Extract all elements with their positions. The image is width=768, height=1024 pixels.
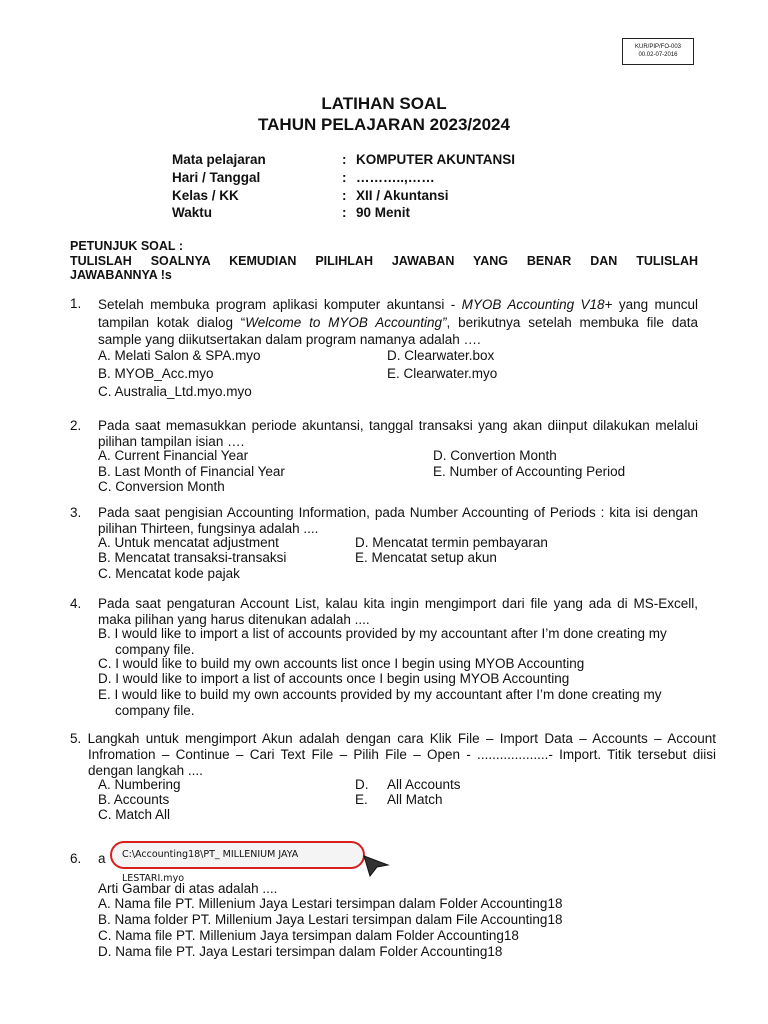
question-1-option-b: B. MYOB_Acc.myo: [98, 366, 214, 381]
document-revision-date: 00.02-07-2016: [638, 52, 678, 58]
meta-label-date: Hari / Tanggal: [172, 170, 261, 185]
question-6-text: Arti Gambar di atas adalah ....: [98, 881, 278, 896]
instructions-heading: PETUNJUK SOAL :: [70, 239, 183, 253]
question-5-option-d-text: All Accounts: [387, 777, 461, 792]
question-2-option-c: C. Conversion Month: [98, 479, 225, 494]
document-code: KUR/PIP/FO-003: [634, 44, 681, 50]
meta-colon: :: [342, 152, 347, 167]
question-5-option-c: C. Match All: [98, 807, 171, 822]
question-5-text: 5. Langkah untuk mengimport Akun adalah dengan cara Klik File – Import Data – Accounts – Account Infromation – Continue – Cari Text File – Pilih File – Open - ...................- Import. Titik tersebut diisi dengan langkah ....: [70, 731, 716, 778]
question-2-option-d: D. Convertion Month: [433, 448, 557, 463]
question-4-option-d: D. I would like to import a list of accounts once I begin using MYOB Accounting: [98, 671, 570, 686]
question-5-option-b: B. Accounts: [98, 792, 170, 807]
question-4-option-b: B. I would like to import a list of accounts provided by my accountant after I’m done creating my company file.: [98, 626, 667, 657]
question-1-number: 1.: [70, 296, 82, 311]
question-4-text: Pada saat pengaturan Account List, kalau kita ingin mengimport dari file yang ada di MS-Excell, maka pilihan yang harus ditenukan adalah ....: [98, 596, 698, 627]
question-1-text-part: Setelah membuka program aplikasi komputer akuntansi -: [98, 297, 462, 312]
mouse-pointer-icon: [362, 852, 392, 878]
document-code-box: [622, 38, 694, 65]
question-3-option-c: C. Mencatat kode pajak: [98, 566, 240, 581]
question-5-option-a: A. Numbering: [98, 777, 181, 792]
question-1-text-italic: MYOB Accounting V18+: [461, 297, 613, 312]
question-2-number: 2.: [70, 418, 82, 433]
question-3-text: Pada saat pengisian Accounting Information, pada Number Accounting of Periods : kita isi dengan pilihan Thirteen, fungsinya adalah ....: [98, 505, 698, 536]
meta-value-time: 90 Menit: [356, 205, 411, 220]
question-6-option-d: D. Nama file PT. Jaya Lestari tersimpan dalam Folder Accounting18: [98, 944, 503, 959]
meta-label-time: Waktu: [172, 205, 212, 220]
question-5-option-e-text: All Match: [387, 792, 443, 807]
question-3-number: 3.: [70, 505, 82, 520]
meta-colon: :: [342, 170, 347, 185]
meta-colon: :: [342, 205, 347, 220]
question-1-text-part: yang muncul tampilan kotak dialog “: [98, 297, 699, 330]
question-3-option-b: B. Mencatat transaksi-transaksi: [98, 550, 287, 565]
question-5-option-d-letter: D.: [355, 777, 369, 792]
question-4-option-e: E. I would like to build my own accounts provided by my accountant after I’m done creating my company file.: [98, 687, 662, 718]
question-3-option-a: A. Untuk mencatat adjustment: [98, 535, 279, 550]
meta-value-subject: KOMPUTER AKUNTANSI: [356, 152, 515, 167]
question-3-option-d: D. Mencatat termin pembayaran: [355, 535, 548, 550]
file-path-text: C:\Accounting18\PT_ MILLENIUM JAYA LESTARI.myo: [122, 849, 299, 884]
question-1-option-d: D. Clearwater.box: [387, 348, 495, 363]
question-6-option-c: C. Nama file PT. Millenium Jaya tersimpan dalam Folder Accounting18: [98, 928, 519, 943]
question-2-option-e: E. Number of Accounting Period: [433, 464, 626, 479]
question-2-option-a: A. Current Financial Year: [98, 448, 249, 463]
meta-label-subject: Mata pelajaran: [172, 152, 266, 167]
question-6-number: 6.: [70, 851, 82, 866]
question-2-option-b: B. Last Month of Financial Year: [98, 464, 285, 479]
question-5-option-e-letter: E.: [355, 792, 368, 807]
question-6-option-b: B. Nama folder PT. Millenium Jaya Lestari tersimpan dalam File Accounting18: [98, 912, 563, 927]
meta-value-class: XII / Akuntansi: [356, 188, 449, 203]
question-1-text-italic: Welcome to MYOB Accounting”: [245, 314, 447, 330]
instructions-line-1: TULISLAH SOALNYA KEMUDIAN PILIHLAH JAWABAN YANG BENAR DAN TULISLAH: [70, 254, 698, 268]
meta-colon: :: [342, 188, 347, 203]
question-1-text: [98, 296, 698, 349]
question-1-text-part: , berikutnya setelah membuka file data sample yang diikutsertakan dalam program namanya adalah ….: [98, 314, 698, 347]
meta-value-date: ………..,……: [356, 170, 435, 185]
meta-label-class: Kelas / KK: [172, 188, 239, 203]
question-3-option-e: E. Mencatat setup akun: [355, 550, 497, 565]
question-1-option-a: A. Melati Salon & SPA.myo: [98, 348, 261, 363]
question-4-option-c: C. I would like to build my own accounts list once I begin using MYOB Accounting: [98, 656, 585, 671]
page-subtitle: TAHUN PELAJARAN 2023/2024: [258, 115, 510, 134]
instructions-line-2: JAWABANNYA !s: [70, 268, 172, 282]
page-title: LATIHAN SOAL: [321, 94, 447, 113]
file-path-image: [110, 841, 365, 884]
question-4-number: 4.: [70, 596, 82, 611]
question-1-option-c: C. Australia_Ltd.myo.myo: [98, 384, 252, 399]
question-1-option-e: E. Clearwater.myo: [387, 366, 498, 381]
question-2-text: Pada saat memasukkan periode akuntansi, tanggal transaksi yang akan diinput dilakukan melalui pilihan tampilan isian ….: [98, 418, 698, 449]
question-6-option-a: A. Nama file PT. Millenium Jaya Lestari tersimpan dalam Folder Accounting18: [98, 896, 563, 911]
question-6-prefix: a: [98, 851, 106, 866]
